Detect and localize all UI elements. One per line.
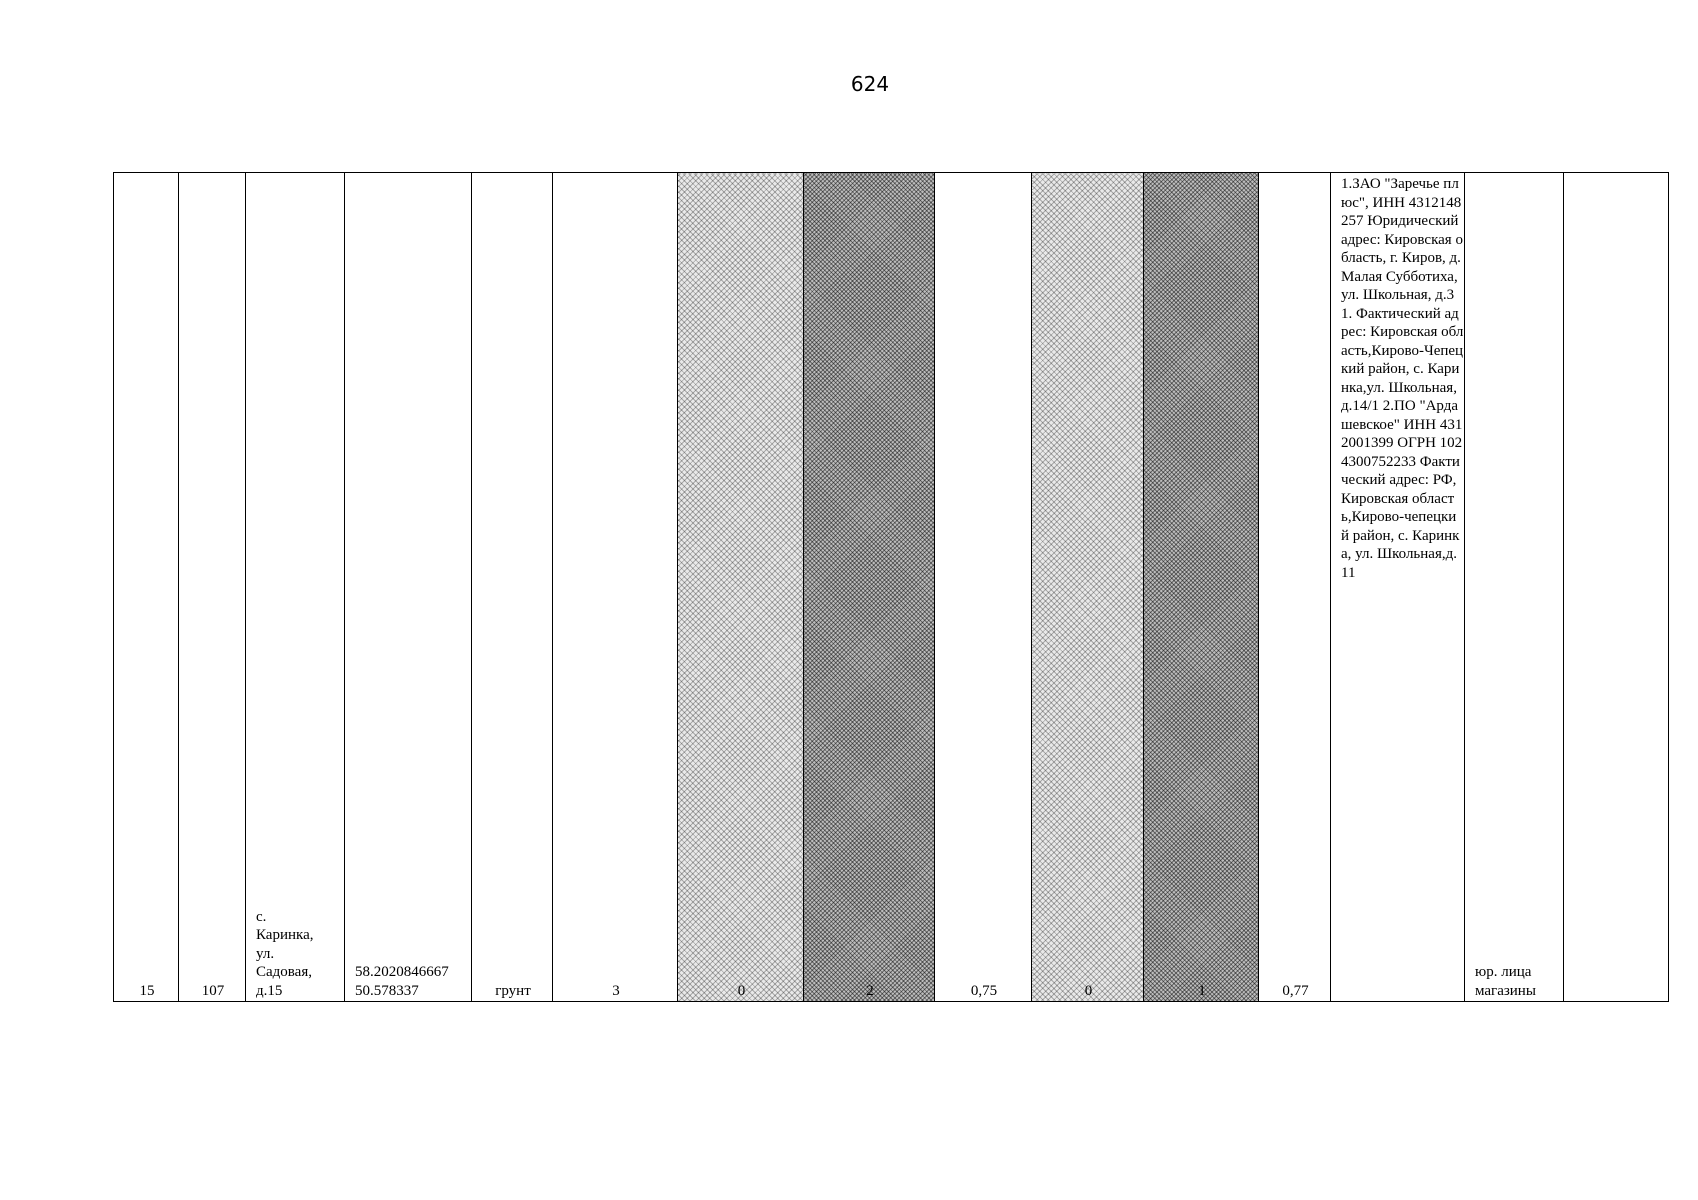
coordinates-text: 58.2020846667 50.578337 bbox=[355, 964, 449, 999]
row-index-cell: 15 bbox=[114, 173, 179, 1002]
empty-cell bbox=[1564, 173, 1669, 1002]
page-number: 624 bbox=[850, 72, 890, 96]
waste-source-text: юр. лица магазины bbox=[1475, 964, 1536, 999]
owner-info-cell bbox=[1331, 173, 1465, 1002]
owner-info-text: 1.ЗАО "Заречье плюс", ИНН 4312148257 Юридический адрес: Кировская область, г. Киров, д. Малая Субботиха,ул. Школьная, д.31. Фактический адрес: Кировская область,Кирово-Чепецкий район, с. Каринка,ул. Школьная,д.14/1 2.ПО "Ардашевское" ИНН 4312001399 ОГРН 1024300752233 Фактический адрес: РФ,Кировская область,Кирово-чепецкий район, с. Каринка, ул. Школьная,д.11 bbox=[1341, 176, 1464, 581]
shaded-value-cell: 0 bbox=[678, 173, 804, 1002]
surface-type-cell: грунт bbox=[472, 173, 553, 1002]
container-count-cell: 3 bbox=[553, 173, 678, 1002]
volume-cell: 0,75 bbox=[935, 173, 1032, 1002]
coordinates-cell bbox=[345, 173, 472, 1002]
address-cell bbox=[246, 173, 345, 1002]
waste-site-register-table bbox=[113, 172, 1669, 1002]
waste-source-cell bbox=[1465, 173, 1564, 1002]
volume-cell: 0,77 bbox=[1259, 173, 1331, 1002]
table-row bbox=[114, 173, 1669, 1002]
shaded-value-cell: 2 bbox=[804, 173, 935, 1002]
shaded-value-cell: 0 bbox=[1032, 173, 1144, 1002]
shaded-value-cell: 1 bbox=[1144, 173, 1259, 1002]
site-number-cell: 107 bbox=[179, 173, 246, 1002]
address-text: с. Каринка, ул. Садовая, д.15 bbox=[256, 908, 314, 999]
